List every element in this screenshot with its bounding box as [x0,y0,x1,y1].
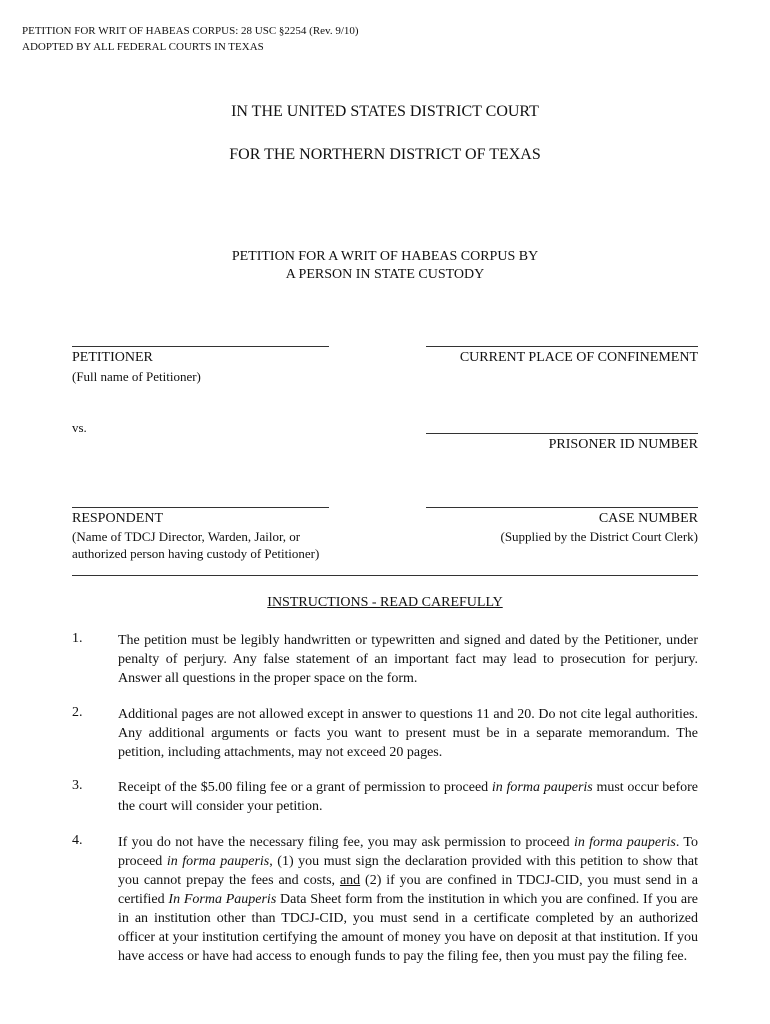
form-header-line-1: PETITION FOR WRIT OF HABEAS CORPUS: 28 USC §2254 (Rev. 9/10) [22,25,359,37]
petitioner-name-line[interactable] [72,346,329,347]
instruction-text: The petition must be legibly handwritten or typewritten and signed and dated by the Petitioner, under penalty of perjury. Any false statement of an important fact may lead to prosecution for perjury. Answer all questions in the proper space on the form. [118,633,698,686]
section-divider [72,575,698,576]
case-number-line[interactable] [426,507,698,508]
respondent-name-line[interactable] [72,507,329,508]
petitioner-label: PETITIONER [72,350,153,365]
respondent-label: RESPONDENT [72,511,164,526]
court-district: FOR THE NORTHERN DISTRICT OF TEXAS [229,146,541,163]
court-name: IN THE UNITED STATES DISTRICT COURT [231,103,539,120]
instructions-title: INSTRUCTIONS - READ CAREFULLY [267,595,503,610]
prisoner-id-line[interactable] [426,433,698,434]
petitioner-sublabel: (Full name of Petitioner) [72,369,201,384]
instruction-text: If you do not have the necessary filing fee, you may ask permission to proceed in forma pauperis. To proceed in forma pauperis, (1) you must sign the declaration provided with this petition to show that you cannot prepay the fees and costs, and (2) if you are confined in TDCJ-CID, you must send in a certified In Forma Pauperis Data Sheet form from the institution in which you are confined. If you are in an institution other than TDCJ-CID, you must send in a certificate completed by an authorized officer at your institution certifying the amount of money you have on deposit at that institution. If you have access or have had access to enough funds to pay the filing fee, then you must pay the filing fee. [118,835,699,964]
prisoner-id-label: PRISONER ID NUMBER [548,437,698,452]
versus-label: vs. [72,420,87,435]
instruction-number: 1. [72,631,83,646]
instruction-number: 4. [72,833,83,848]
confinement-line[interactable] [426,346,698,347]
respondent-sublabel-2: authorized person having custody of Petitioner) [72,546,320,561]
petition-title-line-1: PETITION FOR A WRIT OF HABEAS CORPUS BY [231,249,539,264]
form-header-line-2: ADOPTED BY ALL FEDERAL COURTS IN TEXAS [22,41,264,53]
case-number-label: CASE NUMBER [598,511,698,526]
instruction-text: Receipt of the $5.00 filing fee or a grant of permission to proceed in forma pauperis must occur before the court will consider your petition. [118,780,699,814]
instruction-number: 3. [72,778,83,793]
instruction-text: Additional pages are not allowed except in answer to questions 11 and 20. Do not cite legal authorities. Any additional arguments or facts you want to present must be in a separate memorandum. The petition, including attachments, may not exceed 20 pages. [118,707,698,760]
petition-title-line-2: A PERSON IN STATE CUSTODY [285,267,485,282]
confinement-label: CURRENT PLACE OF CONFINEMENT [459,350,698,365]
case-number-sublabel: (Supplied by the District Court Clerk) [500,529,698,544]
instruction-number: 2. [72,705,83,720]
respondent-sublabel-1: (Name of TDCJ Director, Warden, Jailor, or [72,529,301,544]
